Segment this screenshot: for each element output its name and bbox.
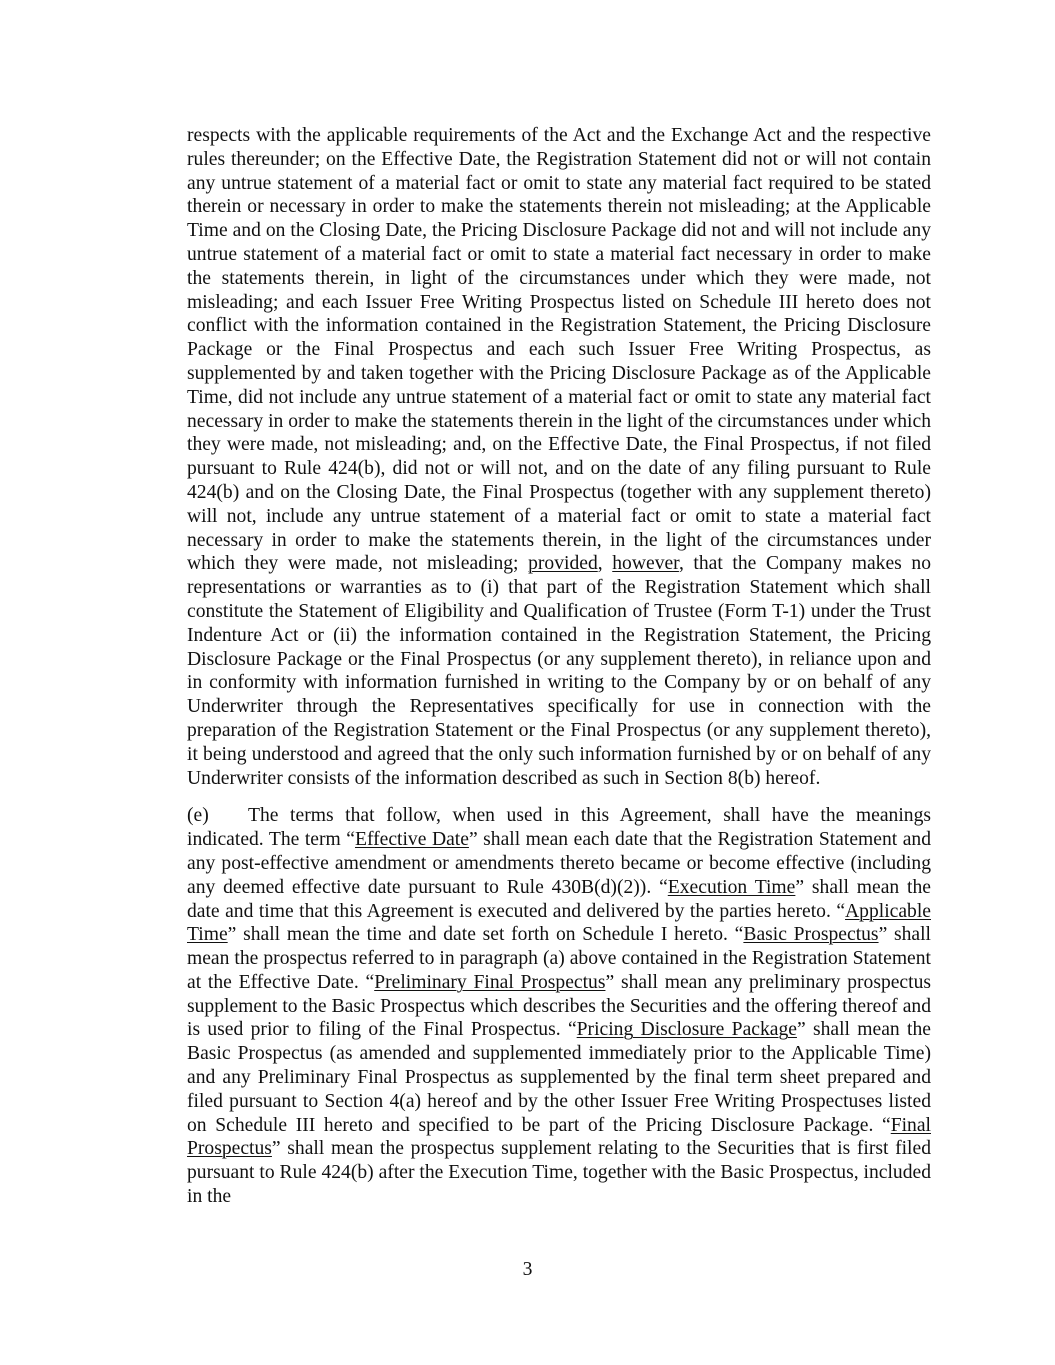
text-segment: ” shall mean the time and date set forth on Schedule I hereto. “ <box>227 924 744 946</box>
text-segment: ” shall mean the prospectus supplement relating to the Securities that is first filed pursuant to Rule 424(b) after the Execution Time, together with the Basic Prospectus, included in the <box>187 1138 931 1208</box>
text-segment: , that the Company makes no representations or warranties as to (i) that part of the Registration Statement which shall constitute the Statement of Eligibility and Qualification of Trustee (Form T-1) under the Trust Indenture Act or (ii) the information contained in the Registration Statement, the Pricing Disclosure Package or the Final Prospectus (or any supplement thereto), in reliance upon and in conformity with information furnished in writing to the Company by or on behalf of any Underwriter through the Representatives specifically for use in connection with the preparation of the Registration Statement or the Final Prospectus (or any supplement thereto), it being understood and agreed that the only such information furnished by or on behalf of any Underwriter consists of the information described as such in Section 8(b) hereof. <box>187 553 931 789</box>
defined-term: Applicable Time <box>187 900 931 946</box>
paragraph-definitions <box>187 804 931 1209</box>
text-segment: ” shall mean the date and time that this Agreement is executed and delivered by the parties hereto. “ <box>187 876 931 922</box>
underlined-term: however <box>612 553 679 575</box>
text-segment: ” shall mean each date that the Registration Statement and any post-effective amendment or amendments thereto became or become effective (including any deemed effective date pursuant to Rule 430B(d)(2)). “ <box>187 829 932 898</box>
defined-term: Basic Prospectus <box>743 924 879 946</box>
defined-term: Execution Time <box>667 876 796 898</box>
paragraph-label: (e) <box>187 805 209 827</box>
defined-term: Final Prospectus <box>187 1114 931 1160</box>
text-segment: ” shall mean any preliminary prospectus supplement to the Basic Prospectus which describes the Securities and the offering thereof and is used prior to filing of the Final Prospectus. “ <box>187 971 931 1041</box>
text-segment: respects with the applicable requirements of the Act and the Exchange Act and the respective rules thereunder; on the Effective Date, the Registration Statement did not or will not contain any untrue statement of a material fact or omit to state any material fact required to be stated therein or necessary in order to make the statements therein not misleading; at the Applicable Time and on the Closing Date, the Pricing Disclosure Package did not and will not include any untrue statement of a material fact or omit to state a material fact necessary in order to make the statements therein, in light of the circumstances under which they were made, not misleading; and each Issuer Free Writing Prospectus listed on Schedule III hereto does not conflict with the information contained in the Registration Statement, the Pricing Disclosure Package or the Final Prospectus and each such Issuer Free Writing Prospectus, as supplemented by and taken together with the Pricing Disclosure Package as of the Applicable Time, did not include any untrue statement of a material fact or omit to state any material fact necessary in order to make the statements therein in the light of the circumstances under which they were made, not misleading; and, on the Effective Date, the Final Prospectus, if not filed pursuant to Rule 424(b), did not or will not, and on the date of any filing pursuant to Rule 424(b) and on the Closing Date, the Final Prospectus (together with any supplement thereto) will not, include any untrue statement of a material fact or omit to state a material fact necessary in order to make the statements therein, in the light of the circumstances under which they were made, not misleading; <box>187 125 931 575</box>
text-segment: ” shall mean the prospectus referred to in paragraph (a) above contained in the Registration Statement at the Effective Date. “ <box>187 924 931 993</box>
page-number: 3 <box>522 1259 533 1280</box>
defined-term: Preliminary Final Prospectus <box>374 971 606 993</box>
defined-term: Pricing Disclosure Package <box>576 1019 797 1041</box>
paragraph-representations <box>187 124 931 790</box>
underlined-term: provided <box>528 553 598 575</box>
document-body <box>187 124 931 1209</box>
text-segment: ” shall mean the Basic Prospectus (as amended and supplemented immediately prior to the Applicable Time) and any Preliminary Final Prospectus as supplemented by the final term sheet prepared and filed pursuant to Section 4(a) hereof and by the other Issuer Free Writing Prospectuses listed on Schedule III hereto and specified to be part of the Pricing Disclosure Package. “ <box>187 1019 931 1136</box>
defined-term: Effective Date <box>354 829 469 851</box>
text-segment: The terms that follow, when used in this Agreement, shall have the meanings indicated. The term “ <box>187 805 931 851</box>
text-segment: , <box>597 553 613 575</box>
